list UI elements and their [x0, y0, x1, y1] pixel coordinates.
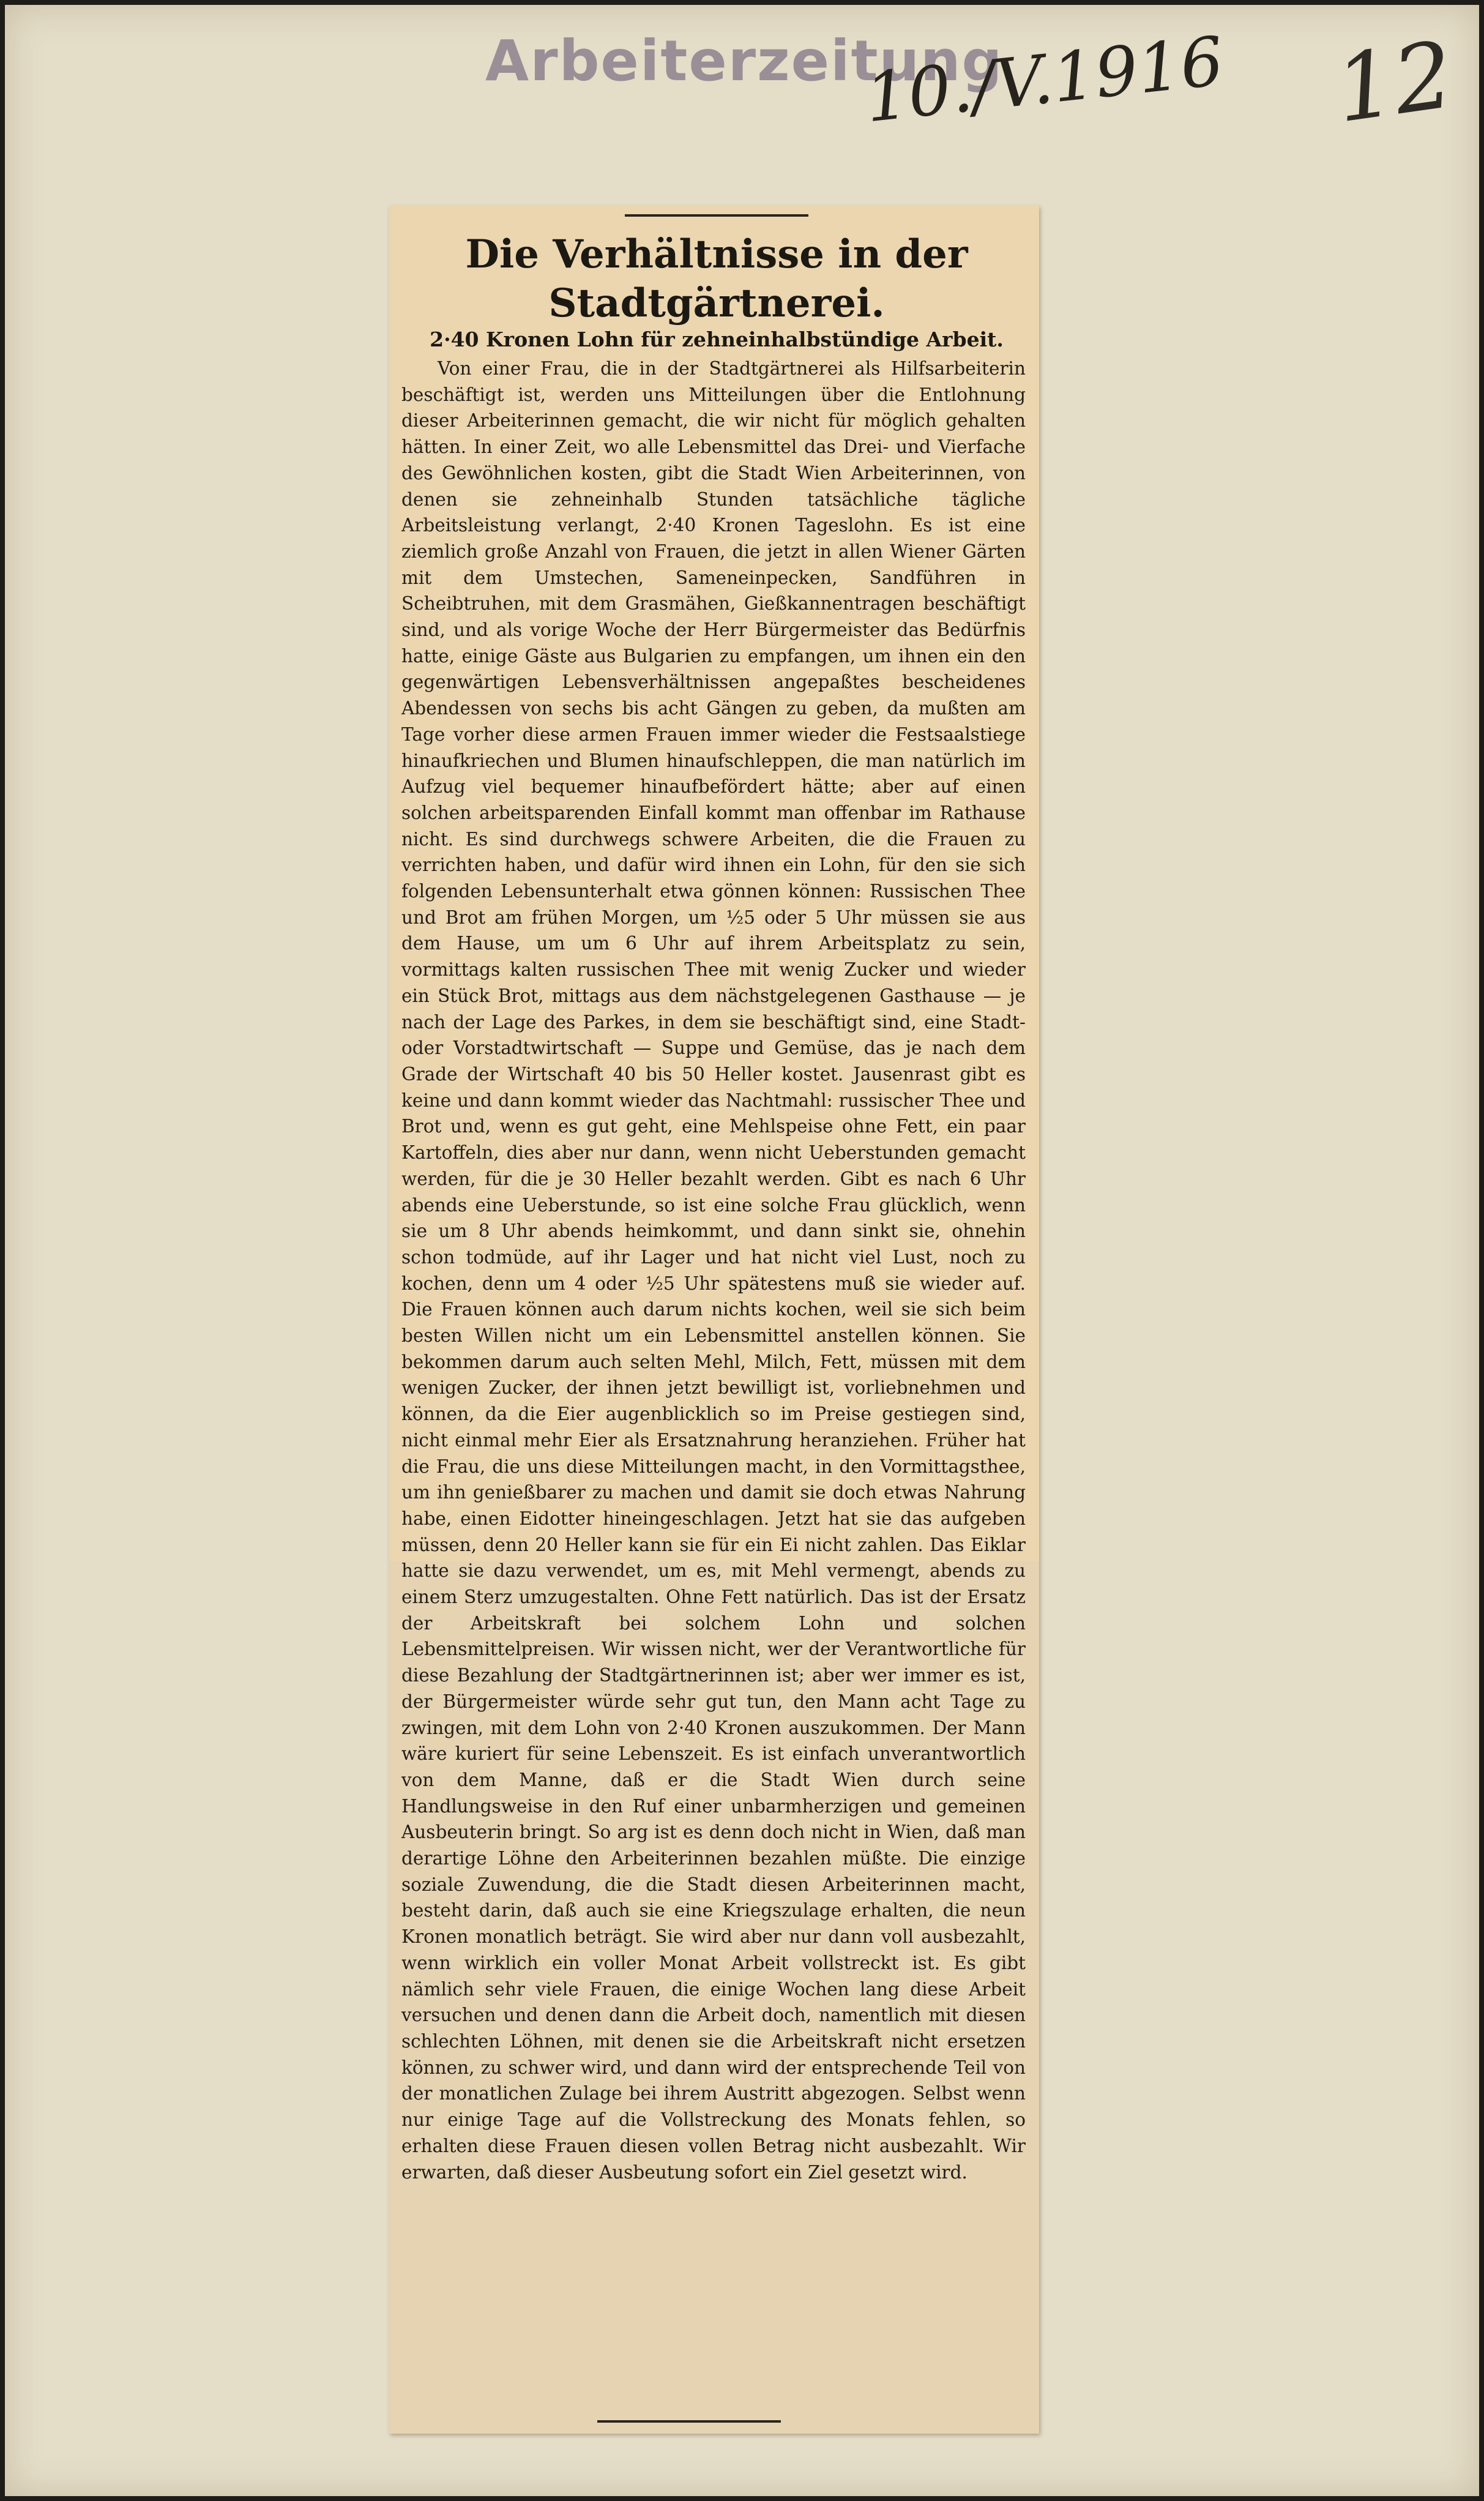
handwritten-date: 10./V.1916 — [861, 21, 1228, 138]
bottom-rule — [597, 2420, 781, 2423]
article-subheadline: 2·40 Kronen Lohn für zehneinhalbstündige Arbeit. — [430, 327, 1004, 351]
article-body: Von einer Frau, die in der Stadtgärtnerei als Hilfsarbeiterin beschäftigt ist, werden uns Mitteilungen über die Entlohnung dieser Arbeiterinnen gemacht, die wir nicht für möglich gehalten hätten. In einer Zeit, wo alle Lebensmittel das Drei- und Vierfache des Gewöhnlichen kosten, gibt die Stadt Wien Arbeiterinnen, von denen sie zehneinhalb Stunden tatsächliche tägliche Arbeitsleistung verlangt, 2·40 Kronen Tageslohn. Es ist eine ziemlich große Anzahl von Frauen, die jetzt in allen Wiener Gärten mit dem Umstechen, Sameneinpecken, Sandführen in Scheibtruhen, mit dem Grasmähen, Gießkannentragen beschäftigt sind, und als vorige Woche der Herr Bürgermeister das Bedürfnis hatte, einige Gäste aus Bulgarien zu empfangen, um ihnen ein den gegenwärtigen Lebensverhältnissen angepaßtes bescheidenes Abendessen von sechs bis acht Gängen zu geben, da mußten am Tage vorher diese armen Frauen immer wieder die Festsaalstiege hinaufkriechen und Blumen hinaufschleppen, die man natürlich im Aufzug viel bequemer hinaufbefördert hätte; aber auf einen solchen arbeitsparenden Einfall kommt man offenbar im Rathause nicht. Es sind durchwegs schwere Arbeiten, die die Frauen zu verrichten haben, und dafür wird ihnen ein Lohn, für den sie sich folgenden Lebensunterhalt etwa gönnen können: Russischen Thee und Brot am frühen Morgen, um ½5 oder 5 Uhr müssen sie aus dem Hause, um um 6 Uhr auf ihrem Arbeitsplatz zu sein, vormittags kalten russischen Thee mit wenig Zucker und wieder ein Stück Brot, mittags aus dem nächstgelegenen Gasthause — je nach der Lage des Parkes, in dem sie beschäftigt sind, eine Stadt- oder Vorstadtwirtschaft — Suppe und Gemüse, das je nach dem Grade der Wirtschaft 40 bis 50 Heller kostet. Jausenrast gibt es keine und dann kommt wieder das Nachtmahl: russischer Thee und Brot und, wenn es gut geht, eine Mehlspeise ohne Fett, ein paar Kartoffeln, dies aber nur dann, wenn nicht Ueberstunden gemacht werden, für die je 30 Heller bezahlt werden. Gibt es nach 6 Uhr abends eine Ueberstunde, so ist eine solche Frau glücklich, wenn sie um 8 Uhr abends heimkommt, und dann sinkt sie, ohnehin schon todmüde, auf ihr Lager und hat nicht viel Lust, noch zu kochen, denn um 4 oder ½5 Uhr spätestens muß sie wieder auf. Die Frauen können auch darum nichts kochen, weil sie sich beim besten Willen nicht um ein Lebensmittel anstellen können. Sie bekommen darum auch selten Mehl, Milch, Fett, müssen mit dem wenigen Zucker, der ihnen jetzt bewilligt ist, vorliebnehmen und können, da die Eier augenblicklich so im Preise gestiegen sind, nicht einmal mehr Eier als Ersatznahrung heranziehen. Früher hat die Frau, die uns diese Mitteilungen macht, in den Vormittagsthee, um ihn genießbarer zu machen und damit sie doch etwas Nahrung habe, einen Eidotter hineingeschlagen. Jetzt hat sie das aufgeben müssen, denn 20 Heller kann sie für ein Ei nicht zahlen. Das Eiklar hatte sie dazu verwendet, um es, mit Mehl vermengt, abends zu einem Sterz umzugestalten. Ohne Fett natürlich. Das ist der Ersatz der Arbeitskraft bei solchem Lohn und solchen Lebensmittelpreisen. Wir wissen nicht, wer der Verantwortliche für diese Bezahlung der Stadtgärtnerinnen ist; aber wer immer es ist, der Bürgermeister würde sehr gut tun, den Mann acht Tage zu zwingen, mit dem Lohn von 2·40 Kronen auszukommen. Der Mann wäre kuriert für seine Lebenszeit. Es ist einfach unverantwortlich von dem Manne, daß er die Stadt Wien durch seine Handlungsweise in den Ruf einer unbarmherzigen und gemeinen Ausbeuterin bringt. So arg ist es denn doch nicht in Wien, daß man derartige Löhne den Arbeiterinnen bezahlen müßte. Die einzige soziale Zuwendung, die die Stadt diesen Arbeiterinnen macht, besteht darin, daß auch sie eine Kriegszulage erhalten, die neun Kronen monatlich beträgt. Sie wird aber nur dann voll ausbezahlt, wenn wirklich ein voller Monat Arbeit vollstreckt ist. Es gibt nämlich sehr viele Frauen, die einige Wochen lang diese Arbeit versuchen und denen dann die Arbeit doch, namentlich mit diesen schlechten Löhnen, mit denen sie die Arbeitskraft nicht ersetzen können, zu schwer wird, und dann wird der entsprechende Teil von der monatlichen Zulage bei ihrem Austritt abgezogen. Selbst wenn nur einige Tage auf die Vollstreckung des Monats fehlen, so erhalten diese Frauen diesen vollen Betrag nicht ausbezahlt. Wir erwarten, daß dieser Ausbeutung sofort ein Ziel gesetzt wird. — [401, 358, 1026, 2183]
handwritten-page-number: 12 — [1329, 21, 1460, 144]
article-headline: Die Verhältnisse in der Stadtgärtnerei. — [465, 231, 968, 326]
newspaper-stamp: Arbeiterzeitung — [485, 28, 1004, 94]
archive-sheet — [5, 5, 1479, 2496]
newspaper-clipping — [389, 206, 1039, 2434]
top-rule — [625, 214, 808, 217]
